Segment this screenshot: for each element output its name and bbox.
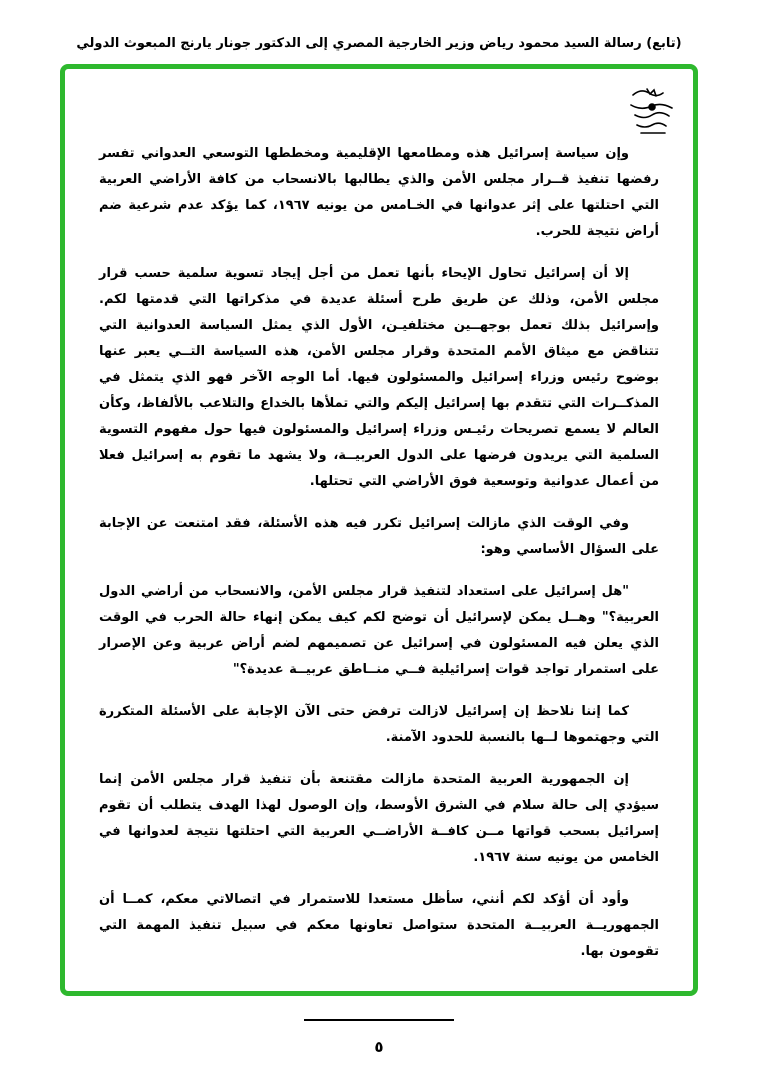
document-header-title: (تابع) رسالة السيد محمود رياض وزير الخارجية المصري إلى الدكتور جونار يارنج المبعوث الدولي xyxy=(76,36,682,51)
letter-paragraph: كما إننا نلاحظ إن إسرائيل لازالت ترفض حتى الآن الإجابة على الأسئلة المتكررة التي وجهتموها لــها بالنسبة للحدود الآمنة. xyxy=(99,704,659,745)
letter-paragraph: وفي الوقت الذي مازالت إسرائيل تكرر فيه هذه الأسئلة، فقد امتنعت عن الإجابة على السؤال الأساسي وهو: xyxy=(99,516,659,557)
letter-paragraph: وأود أن أؤكد لكم أنني، سأظل مستعدا للاستمرار في اتصالاتي معكم، كمــا أن الجمهوريــة العربيــة المتحدة ستواصل تعاونها معكم في سبيل تنفيذ المهمة التي تقومون بها. xyxy=(99,892,659,959)
page-number: ٥ xyxy=(374,1038,384,1056)
page-frame xyxy=(60,64,698,996)
letter-paragraph: إلا أن إسرائيل تحاول الإيحاء بأنها تعمل من أجل إيجاد تسوية سلمية حسب قرار مجلس الأمن، وذلك عن طريق طرح أسئلة عديدة في مذكراتها التي قدمتها لكم. وإسرائيل بذلك تعمل بوجهــين مختلفيـن، الأول الذي يمثل السياسة العدوانية التي تتناقض مع ميثاق الأمم المتحدة وقرار مجلس الأمن، هذه السياسة التــي يعبر عنها بوضوح رئيس وزراء إسرائيل والمسئولون فيها. أما الوجه الآخر فهو الذي يتمثل في المذكــرات التي تتقدم بها إسرائيل إليكم والتي تملأها بالخداع والتلاعب بالألفاظ، وكأن العالم لا يسمع تصريحات رئيـس وزراء إسرائيل والمسئولون فيها حول مفهوم التسوية السلمية التي يريدون فرضها على الدول العربيــة، ولا يشهد ما تقوم به إسرائيل فعلا من أعمال عدوانية وتوسعية فوق الأراضي التي تحتلها. xyxy=(99,266,659,489)
publisher-emblem-icon xyxy=(627,85,677,137)
frame-inner xyxy=(65,69,693,991)
letter-paragraph: إن الجمهورية العربية المتحدة مازالت مقتنعة بأن تنفيذ قرار مجلس الأمن إنما سيؤدي إلى حالة سلام في الشرق الأوسط، وإن الوصول لهذا الهدف يتطلب أن تقوم إسرائيل بسحب قواتها مــن كافــة الأراضــي العربية التي احتلتها نتيجة لعدوانها في الخامس من يونيه سنة ١٩٦٧. xyxy=(99,772,659,865)
letter-paragraph: وإن سياسة إسرائيل هذه ومطامعها الإقليمية ومخططها التوسعي العدواني تفسر رفضها تنفيذ قــرار مجلس الأمن والذي يطالبها بالانسحاب من كافة الأراضي العربية التي احتلتها على إثر عدوانها في الخـامس من يونيه ١٩٦٧، كما يؤكد عدم شرعية ضم أراض نتيجة للحرب. xyxy=(99,146,659,239)
signature-rule xyxy=(304,1019,454,1021)
letter-paragraph: "هل إسرائيل على استعداد لتنفيذ قرار مجلس الأمن، والانسحاب من أراضي الدول العربية؟" وهــل يمكن لإسرائيل أن توضح لكم كيف يمكن إنهاء حالة الحرب في الوقت الذي يعلن فيه المسئولون في إسرائيل عن تصميمهم لضم أراض عربية وعن الإصرار على استمرار تواجد قوات إسرائيلية فــي منــاطق عربيــة عديدة؟" xyxy=(99,584,659,677)
letter-body xyxy=(99,141,659,965)
